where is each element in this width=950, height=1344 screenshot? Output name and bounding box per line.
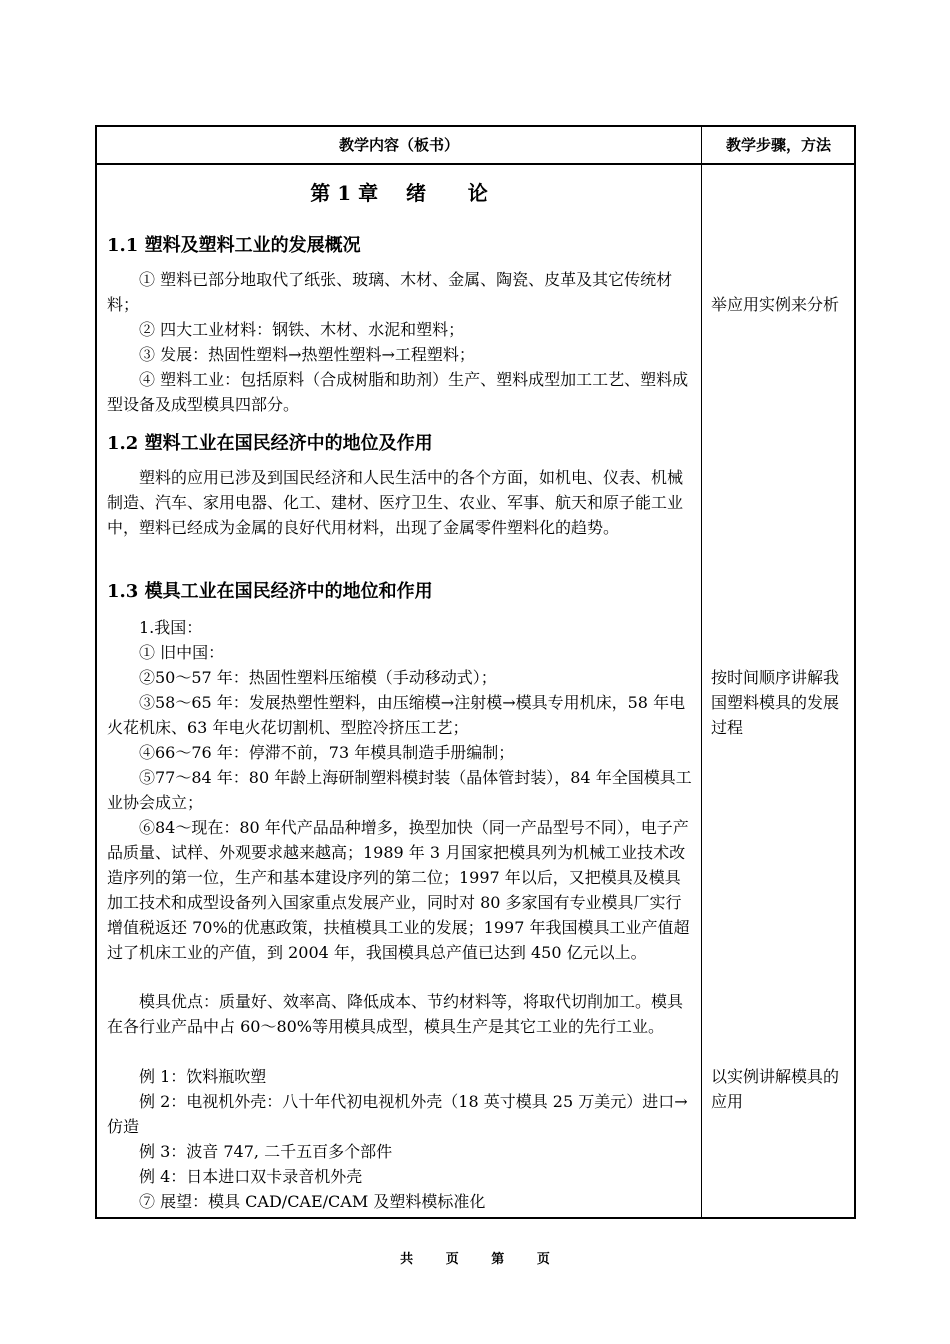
- footer-page-word: 页: [445, 1252, 459, 1267]
- s3-item-1: 1.我国：: [139, 618, 203, 637]
- s3-outlook: ⑦ 展望：模具 CAD/CAE/CAM 及塑料模标准化: [139, 1192, 486, 1211]
- chapter-title: [97, 177, 701, 206]
- s1-item-4: ④ 塑料工业：包括原料（合成树脂和助剂）生产、塑料成型加工工艺、塑料成型设备及成型模具四部分。: [107, 370, 689, 414]
- column-divider: [701, 127, 702, 1217]
- s3-example-3: 例 3：波音 747, 二千五百多个部件: [139, 1142, 393, 1161]
- side-note-2: 按时间顺序讲解我国塑料模具的发展过程: [711, 668, 840, 737]
- table-header-row: [97, 127, 854, 165]
- s3-item-7: ⑥84～现在：80 年代产品品种增多，换型加快（同一产品型号不同），电子产品质量、试样、外观要求越来越高；1989 年 3 月国家把模具列为机械工业技术改造序列的第一位，生产和基本建设序列的第二位；1997 年以后，又把模具及模具加工技术和成型设备列入国家重点发展产业，同时对 80 多家国有专业模具厂实行增值税返还 70%的优惠政策，扶植模具工业的发展；1997 年我国模具工业产值超过了机床工业的产值，到 2004 年，我国模具总产值已达到 450 亿元以上。: [107, 818, 690, 962]
- chapter-number: 第 1 章: [310, 181, 379, 205]
- side-note-3: 以实例讲解模具的应用: [711, 1067, 840, 1111]
- method-column-header: 教学步骤，方法: [725, 136, 831, 154]
- s3-item-2: ① 旧中国：: [139, 643, 225, 662]
- s3-item-6: ⑤77～84 年：80 年龄上海研制塑料模封装（晶体管封装），84 年全国模具工业协会成立；: [107, 768, 692, 812]
- s1-item-3: ③ 发展：热固性塑料→热塑性塑料→工程塑料；: [139, 345, 475, 364]
- s3-example-2: 例 2：电视机外壳：八十年代初电视机外壳（18 英寸模具 25 万美元）进口→仿造: [107, 1092, 688, 1136]
- footer-total: 共: [400, 1252, 414, 1267]
- s1-item-1: ① 塑料已部分地取代了纸张、玻璃、木材、金属、陶瓷、皮革及其它传统材料；: [107, 270, 673, 314]
- section-1-2-heading: 1.2 塑料工业在国民经济中的地位及作用: [107, 433, 433, 454]
- chapter-title-char-1: 绪: [405, 181, 426, 205]
- s3-item-3: ②50～57 年：热固性塑料压缩模（手动移动式）；: [139, 668, 497, 687]
- chapter-title-char-2: 论: [467, 181, 488, 205]
- footer-page-word-2: 页: [536, 1252, 550, 1267]
- s3-item-5: ④66～76 年：停滞不前，73 年模具制造手册编制；: [139, 743, 515, 762]
- s3-example-1: 例 1：饮料瓶吹塑: [139, 1067, 267, 1086]
- s3-example-4: 例 4：日本进口双卡录音机外壳: [139, 1167, 363, 1186]
- lesson-table: [95, 125, 856, 1219]
- section-1-3-heading: 1.3 模具工业在国民经济中的地位和作用: [107, 581, 433, 602]
- s2-paragraph: 塑料的应用已涉及到国民经济和人民生活中的各个方面，如机电、仪表、机械制造、汽车、家用电器、化工、建材、医疗卫生、农业、军事、航天和原子能工业中，塑料已经成为金属的良好代用材料，出现了金属零件塑料化的趋势。: [107, 468, 684, 537]
- content-column-header: 教学内容（板书）: [338, 136, 459, 154]
- s1-item-2: ② 四大工业材料：钢铁、木材、水泥和塑料；: [139, 320, 465, 339]
- section-1-1-heading: 1.1 塑料及塑料工业的发展概况: [107, 235, 361, 256]
- page-footer: [0, 1248, 950, 1267]
- footer-current: 第: [491, 1252, 505, 1267]
- s3-item-4: ③58～65 年：发展热塑性塑料，由压缩模→注射模→模具专用机床，58 年电火花机床、63 年电火花切割机、型腔冷挤压工艺；: [107, 693, 686, 737]
- side-note-1: 举应用实例来分析: [711, 295, 840, 314]
- s3-mold-advantages: 模具优点：质量好、效率高、降低成本、节约材料等，将取代切削加工。模具在各行业产品中占 60～80%等用模具成型，模具生产是其它工业的先行工业。: [107, 992, 684, 1036]
